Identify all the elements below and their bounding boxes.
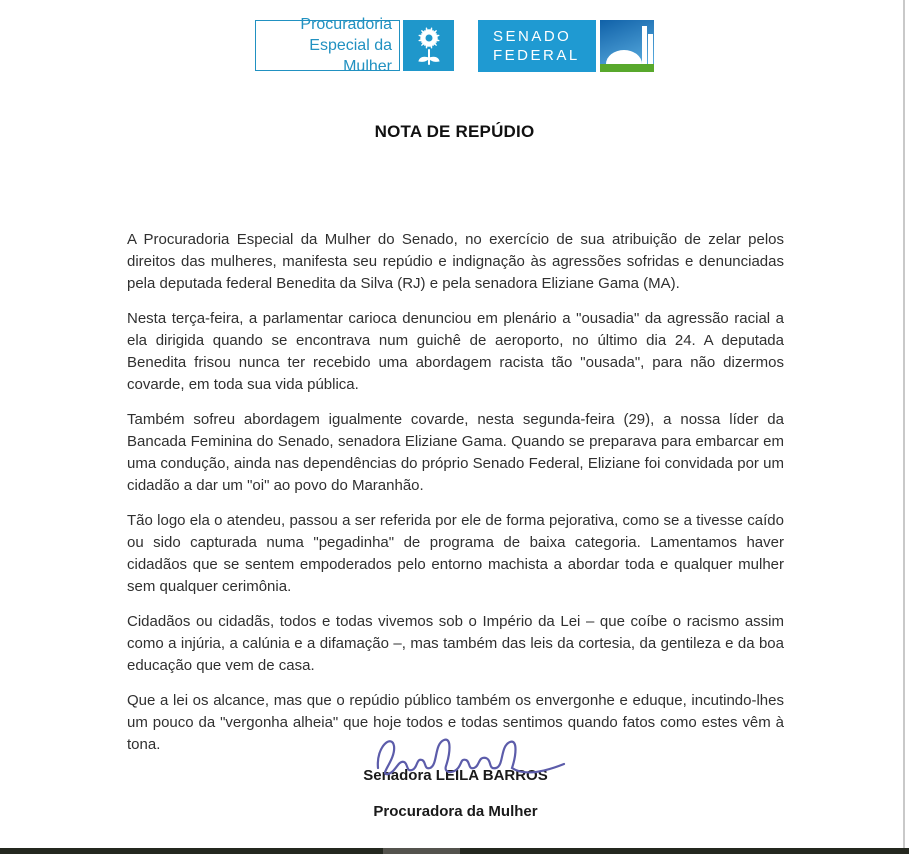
paragraph-6: Que a lei os alcance, mas que o repúdio público também os envergonhe e eduque, incutindo-lhes um pouco da "vergonha alheia" que hoje todos e todas sentimos quando fatos como estes vêm à tona. [127, 692, 784, 753]
senado-logo-line1: SENADO [493, 28, 572, 45]
procuradoria-logo-text [255, 16, 400, 75]
senado-logo-line2: FEDERAL [493, 47, 580, 64]
paragraph-4: Tão logo ela o atendeu, passou a ser referida por ele de forma pejorativa, como se a tivesse caído ou sido capturada numa "pegadinha" de programa de baixa categoria. Lamentamos haver cidadãos que se sentem empoderados pelo entorno machista a abordar toda e qualquer mulher sem qualquer cerimônia. [127, 512, 784, 595]
procuradoria-logo-line1: Procuradoria [300, 16, 392, 33]
header-logos [0, 16, 909, 75]
document-title: NOTA DE REPÚDIO [374, 122, 535, 141]
handwritten-signature [368, 732, 568, 780]
logo-senado-federal [478, 20, 654, 72]
procuradoria-logo-line2: Especial da Mulher [309, 37, 392, 75]
taskbar-edge[interactable] [0, 848, 909, 854]
document-body [127, 229, 784, 823]
paragraph-1: A Procuradoria Especial da Mulher do Senado, no exercício de sua atribuição de zelar pelos direitos das mulheres, manifesta seu repúdio e indignação às agressões sofridas e denunciadas pela deputada federal Benedita da Silva (RJ) e pela senadora Eliziane Gama (MA). [127, 231, 784, 292]
signature-role: Procuradora da Mulher [373, 803, 538, 820]
paragraph-2: Nesta terça-feira, a parlamentar carioca denunciou em plenário a "ousadia" da agressão racial a ela dirigida quando se encontrava num guichê de aeroporto, no último dia 24. A deputada Benedita frisou nunca ter recebido uma abordagem racista tão "ousada", para não dizermos covarde, em toda sua vida pública. [127, 310, 784, 393]
flower-icon [403, 20, 454, 71]
signature-name: Senadora LEILA BARROS [363, 767, 548, 784]
congress-building-icon [600, 20, 654, 72]
senado-logo-text [478, 20, 596, 72]
paragraph-5: Cidadãos ou cidadãs, todos e todas vivemos sob o Império da Lei – que coíbe o racismo assim como a injúria, a calúnia e a difamação –, mas também das leis da cortesia, da gentileza e da boa educação que vem de casa. [127, 613, 784, 674]
taskbar-app-indicator[interactable] [383, 848, 460, 854]
signature-block [127, 765, 784, 823]
logo-procuradoria-especial-da-mulher [255, 16, 454, 75]
page-edge-line [903, 0, 905, 848]
paragraph-3: Também sofreu abordagem igualmente covarde, nesta segunda-feira (29), a nossa líder da Bancada Feminina do Senado, senadora Eliziane Gama. Quando se preparava para embarcar em uma condução, ainda nas dependências do próprio Senado Federal, Eliziane foi convidada por um cidadão a dar um "oi" ao povo do Maranhão. [127, 411, 784, 494]
